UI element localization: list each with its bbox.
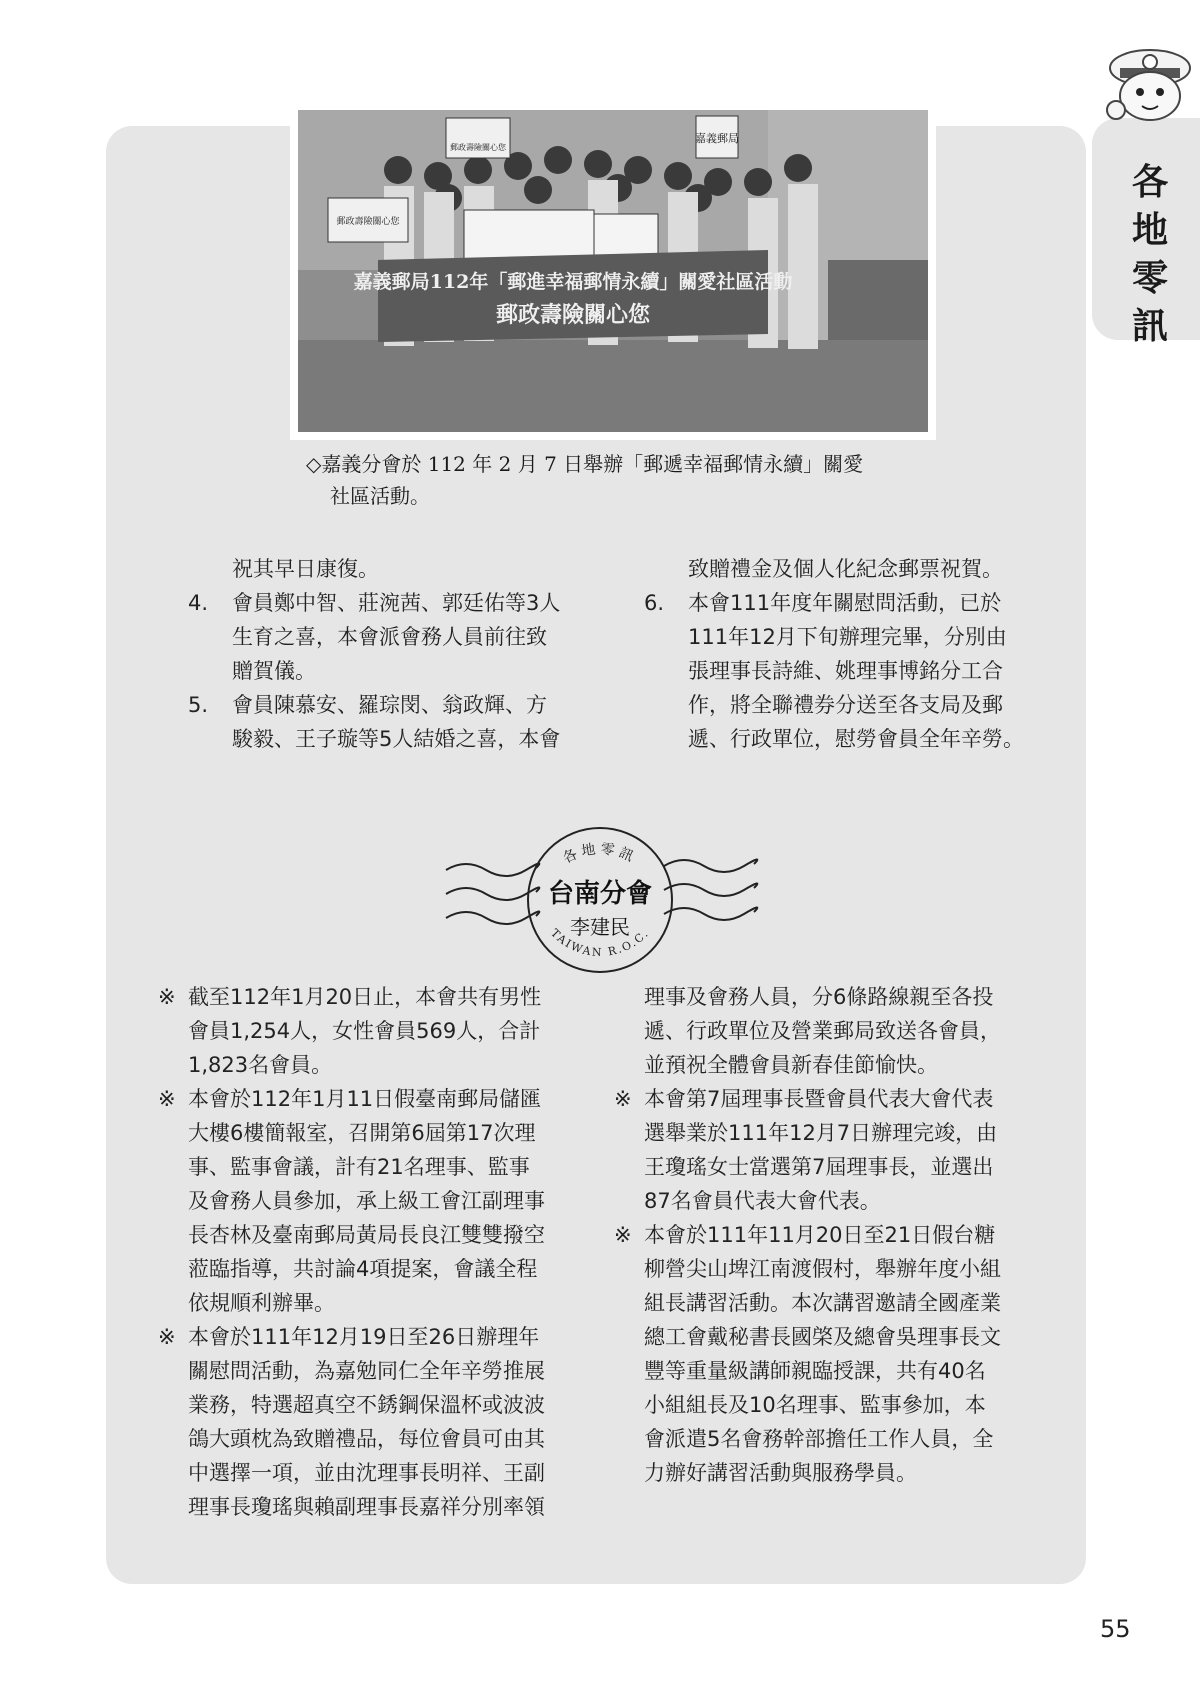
stamp-bottom-text: TAIWAN R.O.C.	[548, 926, 652, 960]
item-line: 會員鄭中智、莊涴茜、郭廷佑等3人	[232, 591, 561, 615]
item-line: 業務，特選超真空不銹鋼保溫杯或波波	[188, 1393, 545, 1417]
continued-block	[614, 980, 1044, 1082]
list-item	[188, 586, 588, 688]
top-left-column	[188, 552, 588, 756]
bullet-mark: ※	[158, 1087, 176, 1111]
item-number: 5.	[188, 693, 209, 717]
caption-line2: 社區活動。	[330, 484, 430, 508]
item-line: 總工會戴秘書長國棨及總會吳理事長文	[644, 1325, 1001, 1349]
item-line: 本會於111年12月19日至26日辦理年	[188, 1325, 540, 1349]
photo-banner-line2: 郵政壽險關心您	[495, 302, 651, 328]
bottom-left-column	[158, 980, 588, 1524]
item-line: 選舉業於111年12月7日辦理完竣，由	[644, 1121, 998, 1145]
photo-caption	[306, 448, 946, 512]
item-line: 鴿大頭枕為致贈禮品，每位會員可由其	[188, 1427, 545, 1451]
continued-line: 遞、行政單位及營業郵局致送各會員，	[644, 1019, 1001, 1043]
list-item	[158, 1320, 588, 1524]
photo-frame	[290, 102, 936, 440]
item-line: 豐等重量級講師親臨授課，共有40名	[644, 1359, 986, 1383]
item-line: 及會務人員參加，承上級工會江副理事	[188, 1189, 545, 1213]
bullet-mark: ※	[158, 985, 176, 1009]
item-line: 111年12月下旬辦理完畢，分別由	[688, 625, 1007, 649]
item-line: 關慰問活動，為嘉勉同仁全年辛勞推展	[188, 1359, 545, 1383]
section-tab	[1092, 118, 1200, 347]
stamp-author: 李建民	[570, 915, 630, 939]
item-line: 本會於111年11月20日至21日假台糖	[644, 1223, 996, 1247]
list-item	[614, 1082, 1044, 1218]
page-number: 55	[1100, 1615, 1131, 1643]
item-line: 蒞臨指導，共討論4項提案，會議全程	[188, 1257, 538, 1281]
list-item	[614, 1218, 1044, 1490]
item-line: 中選擇一項，並由沈理事長明祥、王副	[188, 1461, 545, 1485]
item-line: 作，將全聯禮券分送至各支局及郵	[688, 693, 1003, 717]
bullet-mark: ※	[614, 1223, 632, 1247]
item-line: 柳營尖山埤江南渡假村，舉辦年度小組	[644, 1257, 1001, 1281]
item-line: 駿毅、王子璇等5人結婚之喜，本會	[232, 727, 561, 751]
continued-line: 並預祝全體會員新春佳節愉快。	[644, 1053, 938, 1077]
item-line: 截至112年1月20日止，本會共有男性	[188, 985, 542, 1009]
photo-sign-left: 郵政壽險關心您	[336, 217, 400, 227]
list-item	[644, 586, 1044, 756]
item-line: 會派遣5名會務幹部擔任工作人員，全	[644, 1427, 994, 1451]
top-right-column	[644, 552, 1044, 756]
item-line: 小組組長及10名理事、監事參加，本	[644, 1393, 986, 1417]
continued-text: 致贈禮金及個人化紀念郵票祝賀。	[688, 557, 1003, 581]
item-line: 王瓊瑤女士當選第7屆理事長，並選出	[644, 1155, 994, 1179]
photo-sign-right: 嘉義郵局	[695, 132, 739, 145]
item-line: 力辦好講習活動與服務學員。	[644, 1461, 917, 1485]
item-line: 遞、行政單位，慰勞會員全年辛勞。	[688, 727, 1024, 751]
bottom-right-column	[614, 980, 1044, 1490]
list-item	[188, 688, 588, 756]
item-line: 組長講習活動。本次講習邀請全國產業	[644, 1291, 1001, 1315]
stamp-branch: 台南分會	[547, 879, 653, 909]
caption-line1: ◇嘉義分會於 112 年 2 月 7 日舉辦「郵遞幸福郵情永續」關愛	[306, 452, 864, 476]
item-line: 會員1,254人，女性會員569人，合計	[188, 1019, 541, 1043]
item-line: 贈賀儀。	[232, 659, 316, 683]
continued-line: 理事及會務人員，分6條路線親至各投	[644, 985, 994, 1009]
photo-sign-mid: 郵政壽險關心您	[450, 143, 506, 152]
item-line: 生育之喜，本會派會務人員前往致	[232, 625, 547, 649]
event-photo	[298, 110, 928, 432]
item-line: 本會111年度年關慰問活動，已於	[688, 591, 1002, 615]
postmark-stamp	[440, 810, 760, 980]
item-line: 87名會員代表大會代表。	[644, 1189, 881, 1213]
item-line: 大樓6樓簡報室，召開第6屆第17次理	[188, 1121, 536, 1145]
item-number: 6.	[644, 591, 665, 615]
continued-text: 祝其早日康復。	[232, 557, 379, 581]
stamp-top-text: 各地零訊	[560, 841, 640, 867]
bullet-mark: ※	[614, 1087, 632, 1111]
item-number: 4.	[188, 591, 209, 615]
item-line: 張理事長詩維、姚理事博銘分工合	[688, 659, 1003, 683]
svg-text:各地零訊	[561, 840, 640, 867]
item-line: 理事長瓊瑤與賴副理事長嘉祥分別率領	[188, 1495, 545, 1519]
list-item	[158, 1082, 588, 1320]
item-line: 1,823名會員。	[188, 1053, 333, 1077]
photo-banner-line1: 嘉義郵局112年「郵進幸福郵情永續」關愛社區活動	[353, 271, 793, 293]
item-line: 事、監事會議，計有21名理事、監事	[188, 1155, 530, 1179]
section-title: 各地零訊	[1131, 161, 1168, 347]
item-line: 本會於112年1月11日假臺南郵局儲匯	[188, 1087, 542, 1111]
item-line: 本會第7屆理事長暨會員代表大會代表	[644, 1087, 994, 1111]
group-photo-illustration	[298, 110, 928, 432]
item-line: 會員陳慕安、羅琮閔、翁政輝、方	[232, 693, 547, 717]
item-line: 依規順利辦畢。	[188, 1291, 335, 1315]
bullet-mark: ※	[158, 1325, 176, 1349]
mascot-icon	[1090, 38, 1198, 130]
item-line: 長杏林及臺南郵局黃局長良江雙雙撥空	[188, 1223, 545, 1247]
list-item	[158, 980, 588, 1082]
